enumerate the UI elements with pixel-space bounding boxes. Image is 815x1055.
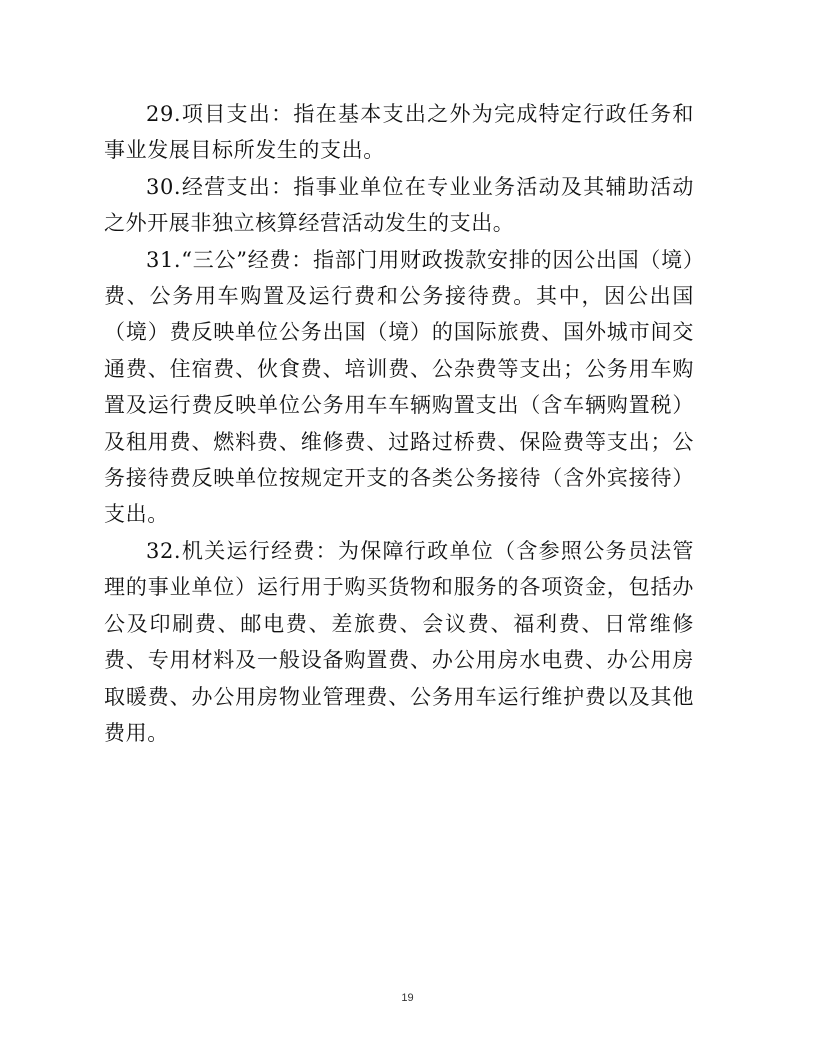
page-number: 19 bbox=[401, 992, 414, 1004]
paragraph-agency-operating-expenses: 32.机关运行经费：为保障行政单位（含参照公务员法管理的事业单位）运行用于购买货物和服务的各项资金，包括办公及印刷费、邮电费、差旅费、会议费、福利费、日常维修费、专用材料及一般设备购置费、办公用房水电费、办公用房取暖费、办公用房物业管理费、公务用车运行维护费以及其他费用。 bbox=[104, 538, 694, 745]
paragraph-three-public-expenses: 31.“三公”经费：指部门用财政拨款安排的因公出国（境）费、公务用车购置及运行费和公务接待费。其中，因公出国（境）费反映单位公务出国（境）的国际旅费、国外城市间交通费、住宿费、伙食费、培训费、公杂费等支出；公务用车购置及运行费反映单位公务用车车辆购置支出（含车辆购置税）及租用费、燃料费、维修费、过路过桥费、保险费等支出；公务接待费反映单位按规定开支的各类公务接待（含外宾接待）支出。 bbox=[104, 247, 694, 527]
paragraph-operating-expenditure: 30.经营支出：指事业单位在专业业务活动及其辅助活动之外开展非独立核算经营活动发生的支出。 bbox=[104, 174, 694, 236]
paragraph-project-expenditure: 29.项目支出：指在基本支出之外为完成特定行政任务和事业发展目标所发生的支出。 bbox=[104, 102, 694, 163]
body-text bbox=[104, 96, 694, 751]
